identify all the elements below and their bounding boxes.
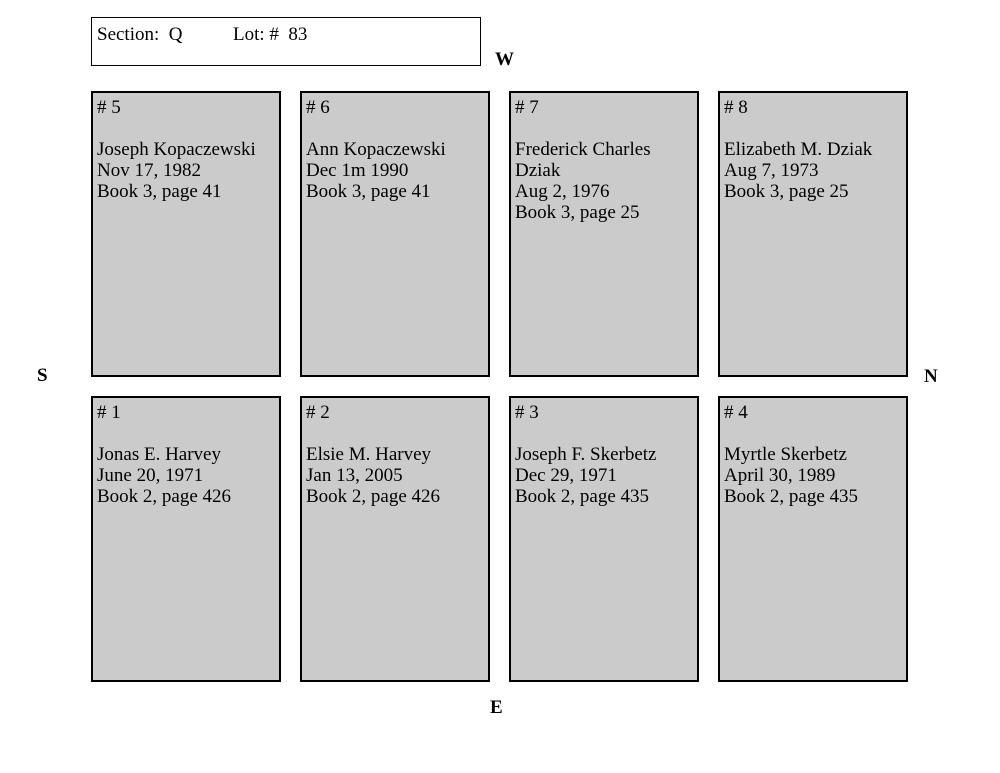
- section-label: Section: Q: [97, 24, 183, 45]
- plot-number: # 3: [515, 402, 539, 423]
- plot-name: Myrtle Skerbetz: [724, 444, 847, 465]
- plot-record: Book 2, page 426: [306, 486, 441, 507]
- compass-west: W: [495, 49, 514, 70]
- plot-record: Book 3, page 41: [306, 181, 431, 202]
- plot-5: [91, 91, 281, 377]
- plot-record: Book 2, page 426: [97, 486, 232, 507]
- plot-number: # 4: [724, 402, 748, 423]
- plot-date: Jan 13, 2005: [306, 465, 403, 486]
- plot-number: # 1: [97, 402, 121, 423]
- plot-1: [91, 396, 281, 682]
- compass-north: N: [924, 366, 938, 387]
- plot-date: Dec 1m 1990: [306, 160, 409, 181]
- compass-south: S: [37, 365, 48, 386]
- plot-name: Jonas E. Harvey: [97, 444, 221, 465]
- plot-name: Ann Kopaczewski: [306, 139, 446, 160]
- plot-name: Joseph F. Skerbetz: [515, 444, 657, 465]
- plot-record: Book 3, page 25: [724, 181, 849, 202]
- plot-record: Book 3, page 41: [97, 181, 222, 202]
- plot-name: Elsie M. Harvey: [306, 444, 432, 465]
- section-lot-box: [91, 17, 481, 66]
- plot-3: [509, 396, 699, 682]
- plot-number: # 5: [97, 97, 121, 118]
- plot-record: Book 3, page 25: [515, 202, 640, 223]
- plot-date: June 20, 1971: [97, 465, 204, 486]
- plot-number: # 8: [724, 97, 748, 118]
- plot-name: Frederick Charles Dziak: [515, 139, 651, 181]
- plot-date: Aug 7, 1973: [724, 160, 819, 181]
- plot-date: April 30, 1989: [724, 465, 836, 486]
- plot-2: [300, 396, 490, 682]
- plot-record: Book 2, page 435: [515, 486, 650, 507]
- lot-label: Lot: # 83: [233, 24, 308, 45]
- plot-7: [509, 91, 699, 377]
- plot-date: Dec 29, 1971: [515, 465, 617, 486]
- plot-date: Aug 2, 1976: [515, 181, 610, 202]
- plot-number: # 6: [306, 97, 330, 118]
- plot-record: Book 2, page 435: [724, 486, 859, 507]
- plot-number: # 7: [515, 97, 539, 118]
- plot-name: Joseph Kopaczewski: [97, 139, 256, 160]
- plot-number: # 2: [306, 402, 330, 423]
- plot-4: [718, 396, 908, 682]
- plot-date: Nov 17, 1982: [97, 160, 201, 181]
- plot-6: [300, 91, 490, 377]
- plot-name: Elizabeth M. Dziak: [724, 139, 873, 160]
- compass-east: E: [490, 697, 503, 718]
- plot-8: [718, 91, 908, 377]
